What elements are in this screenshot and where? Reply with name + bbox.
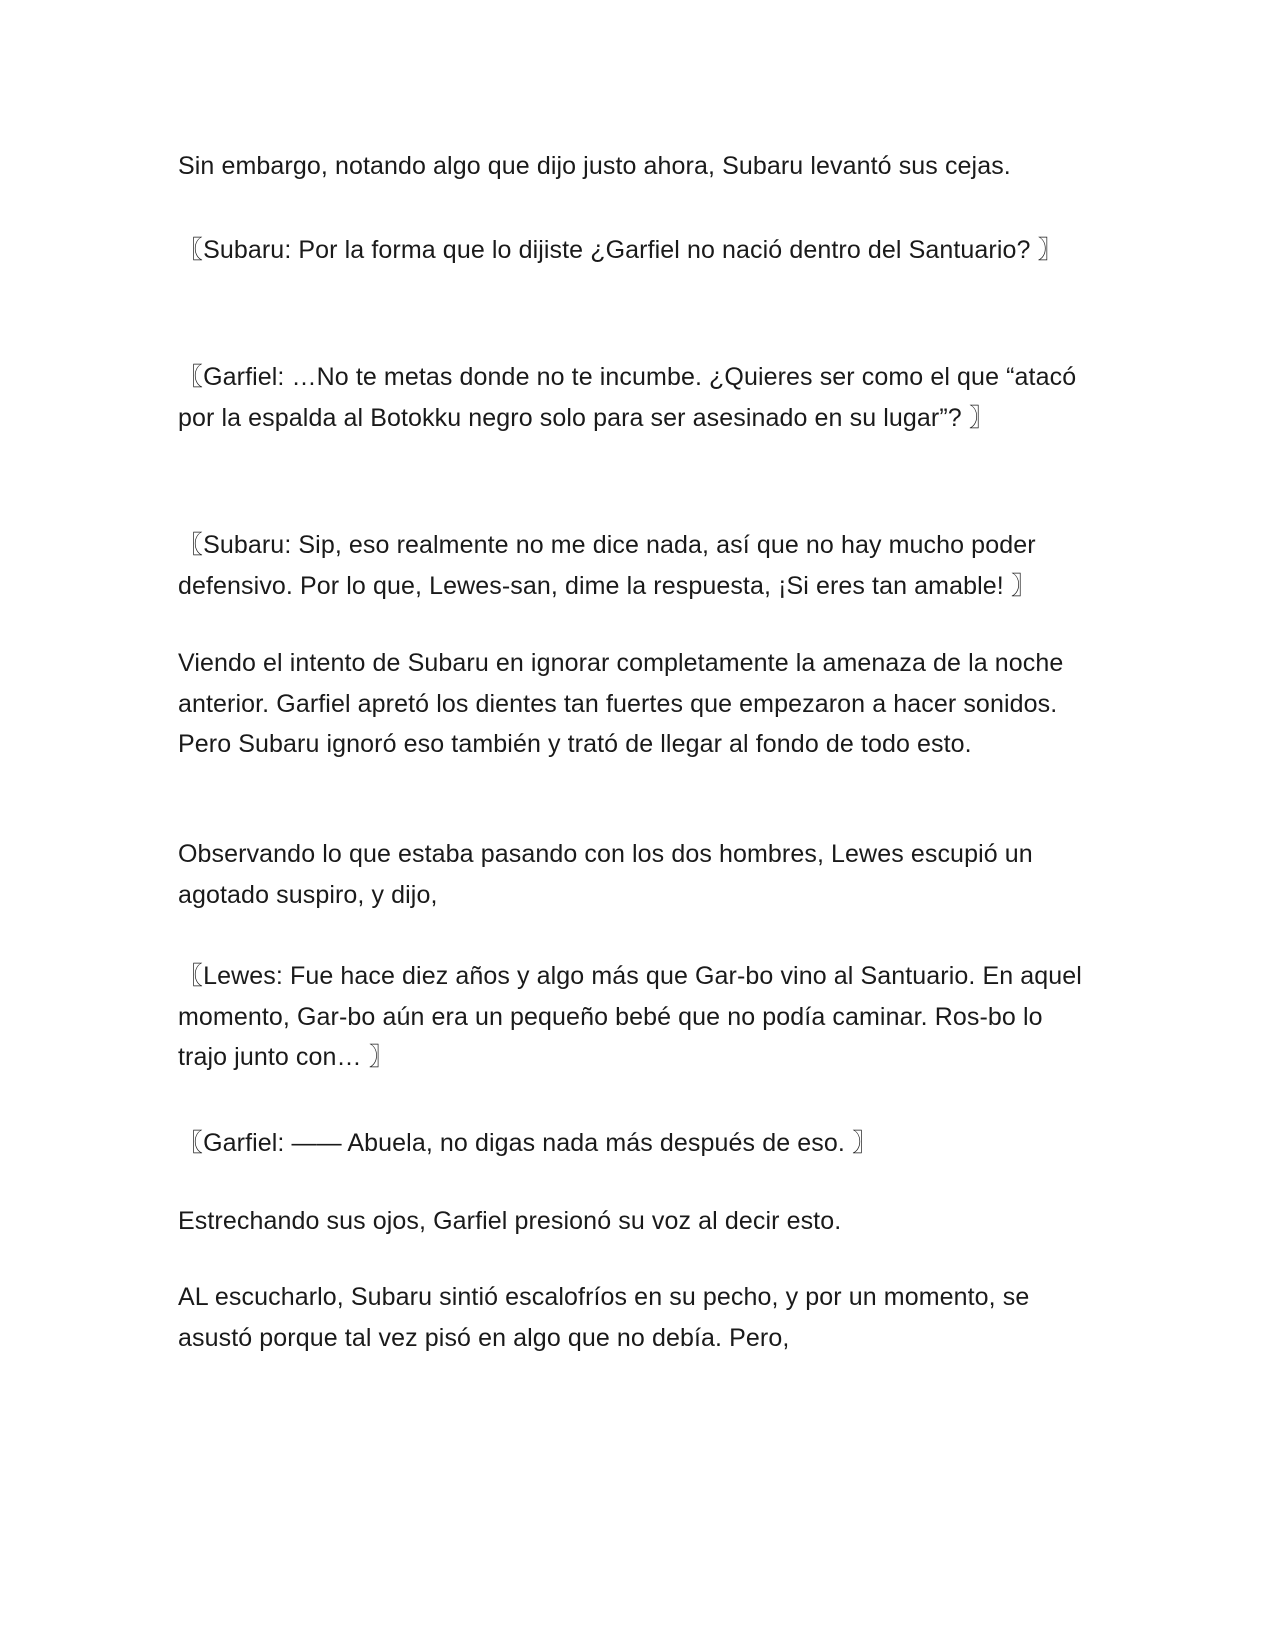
paragraph-dialogue-garfiel-2: 〖Garfiel: —— Abuela, no digas nada más después de eso. 〗: [178, 1129, 878, 1157]
paragraph-narration-2: Viendo el intento de Subaru en ignorar completamente la amenaza de la noche anterior. Garfiel apretó los dientes tan fuertes que empezaron a hacer sonidos. Pero Subaru ignoró eso también y trató de llegar al fondo de todo esto.: [178, 649, 1064, 758]
paragraph-narration-5: AL escucharlo, Subaru sintió escalofríos en su pecho, y por un momento, se asustó porque tal vez pisó en algo que no debía. Pero,: [178, 1283, 1030, 1352]
paragraph-narration-3: Observando lo que estaba pasando con los dos hombres, Lewes escupió un agotado suspiro, y dijo,: [178, 840, 1033, 909]
paragraph-dialogue-subaru-1: 〖Subaru: Por la forma que lo dijiste ¿Garfiel no nació dentro del Santuario? 〗: [178, 236, 1063, 264]
paragraph-narration-4: Estrechando sus ojos, Garfiel presionó su voz al decir esto.: [178, 1207, 842, 1235]
paragraph-dialogue-subaru-2: 〖Subaru: Sip, eso realmente no me dice nada, así que no hay mucho poder defensivo. Por lo que, Lewes-san, dime la respuesta, ¡Si eres tan amable! 〗: [178, 531, 1036, 600]
paragraph-narration-1: Sin embargo, notando algo que dijo justo ahora, Subaru levantó sus cejas.: [178, 152, 1011, 180]
paragraph-dialogue-lewes-1: 〖Lewes: Fue hace diez años y algo más que Gar-bo vino al Santuario. En aquel momento, Gar-bo aún era un pequeño bebé que no podía caminar. Ros-bo lo trajo junto con… 〗: [178, 962, 1082, 1071]
paragraph-dialogue-garfiel-1: 〖Garfiel: …No te metas donde no te incumbe. ¿Quieres ser como el que “atacó por la espalda al Botokku negro solo para ser asesinado en su lugar”? 〗: [178, 363, 1077, 432]
